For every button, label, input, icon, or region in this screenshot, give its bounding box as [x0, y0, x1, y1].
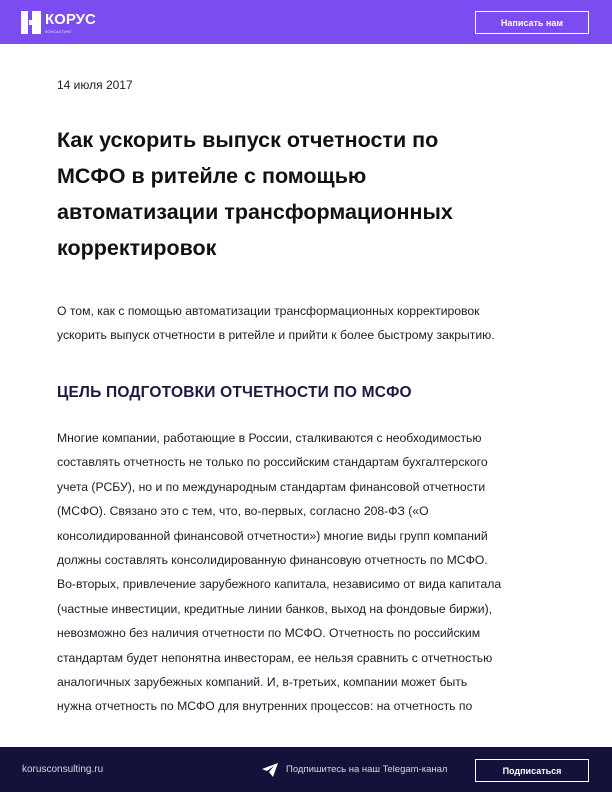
subscribe-button[interactable]: Подписаться	[475, 759, 589, 782]
body-line: должны составлять консолидированную финансовую отчетность по МСФО.	[57, 553, 488, 568]
intro-line: ускорить выпуск отчетности в ритейле и прийти к более быстрому закрытию.	[57, 328, 495, 342]
telegram-link[interactable]: Подпишитесь на наш Telegam-канал	[286, 764, 448, 775]
korus-logo-icon	[21, 11, 41, 34]
body-line: стандартам будет непонятна инвесторам, ее нельзя сравнить с отчетностью	[57, 650, 493, 665]
body-line: (частные инвестиции, кредитные линии банков, выход на фондовые биржи),	[57, 601, 493, 616]
article-date: 14 июля 2017	[57, 78, 133, 92]
logo-subtext: КОНСАЛТИНГ	[45, 29, 72, 34]
article-intro	[57, 299, 567, 347]
body-line: консолидированной финансовой отчетности») многие виды групп компаний	[57, 528, 488, 543]
section-heading: ЦЕЛЬ ПОДГОТОВКИ ОТЧЕТНОСТИ ПО МСФО	[57, 384, 412, 401]
footer-bar	[0, 747, 612, 792]
telegram-icon	[262, 763, 278, 777]
body-line: нужна отчетность по МСФО для внутренних процессов: на отчетность по	[57, 699, 473, 714]
body-line: учета (РСБУ), но и по международным стандартам финансовой отчетности	[57, 479, 486, 494]
body-line: аналогичных зарубежных компаний. И, в-третьих, компании может быть	[57, 675, 468, 690]
title-line: автоматизации трансформационных	[57, 200, 453, 224]
site-link[interactable]: korusconsulting.ru	[22, 764, 104, 775]
body-line: невозможно без наличия отчетности по МСФО. Отчетность по российским	[57, 626, 481, 641]
write-to-us-button[interactable]: Написать нам	[475, 11, 589, 34]
body-line: (МСФО). Связано это с тем, что, во-первых, согласно 208-ФЗ («О	[57, 504, 429, 519]
body-line: Многие компании, работающие в России, сталкиваются с необходимостью	[57, 431, 482, 445]
title-line: Как ускорить выпуск отчетности по	[57, 128, 439, 152]
article-title	[57, 122, 557, 266]
intro-line: О том, как с помощью автоматизации трансформационных корректировок	[57, 304, 480, 318]
logo-text: КОРУС	[45, 11, 96, 28]
article-body	[57, 426, 567, 719]
title-line: корректировок	[57, 236, 217, 260]
korus-logo[interactable]	[21, 11, 96, 34]
body-line: Во-вторых, привлечение зарубежного капитала, независимо от вида капитала	[57, 577, 502, 592]
body-line: составлять отчетность не только по российским стандартам бухгалтерского	[57, 455, 488, 470]
title-line: МСФО в ритейле с помощью	[57, 164, 367, 188]
top-bar	[0, 0, 612, 44]
